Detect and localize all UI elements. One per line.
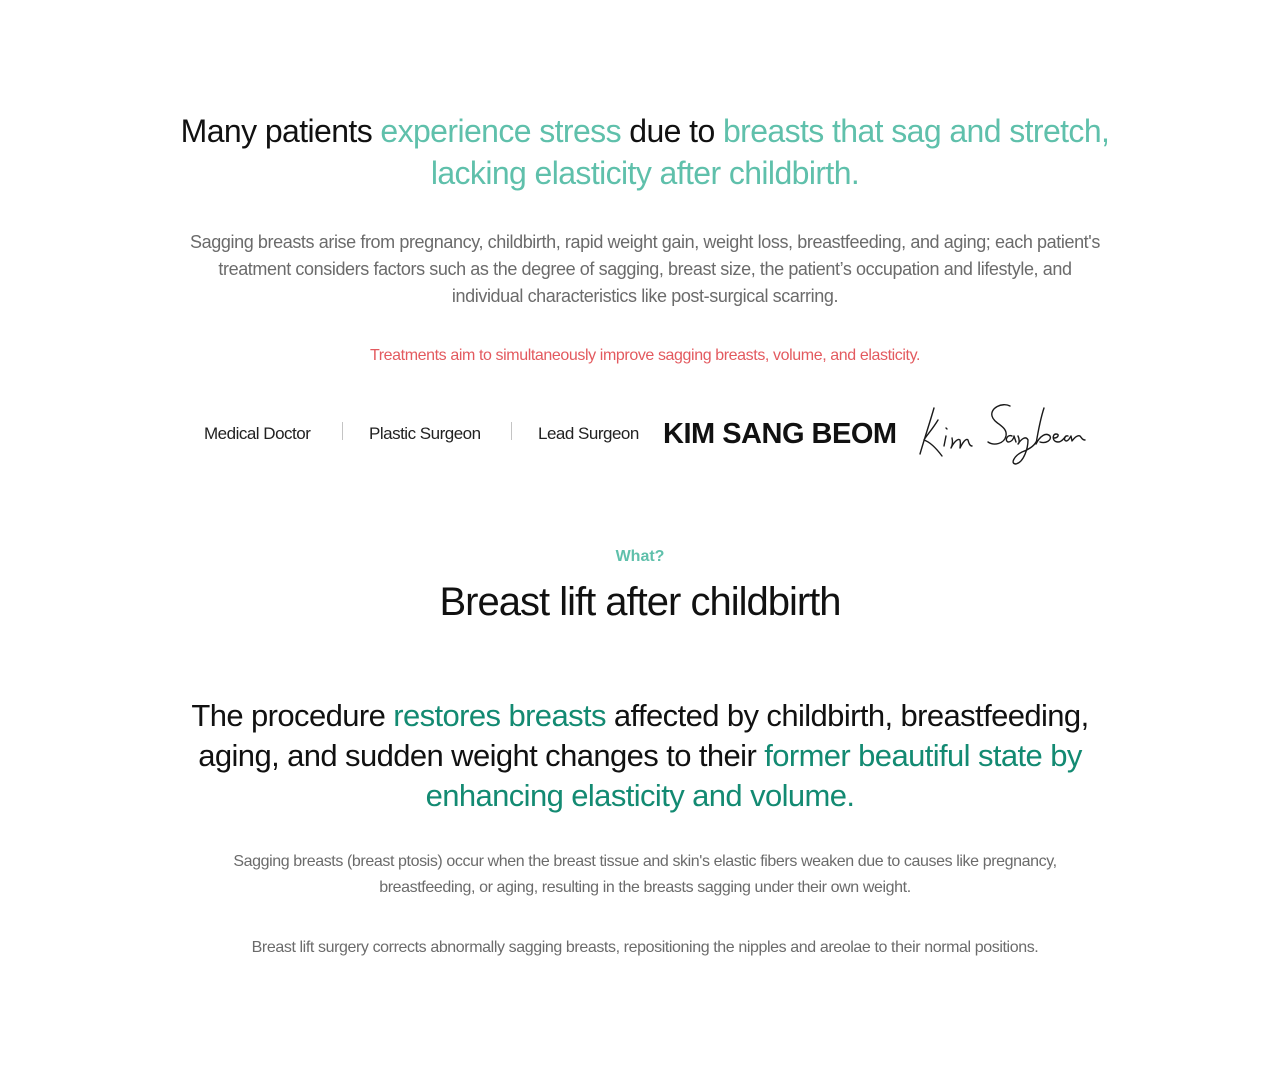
doctor-signature bbox=[916, 400, 1088, 468]
ptosis-description: Sagging breasts (breast ptosis) occur when the breast tissue and skin's elastic fibers weaken due to causes like pregnancy, breastfeeding, or aging, resulting in the breasts sagging under their own weight. bbox=[233, 853, 1057, 896]
surgery-description: Breast lift surgery corrects abnormally sagging breasts, repositioning the nipples and areolae to their normal positions. bbox=[251, 939, 1039, 956]
section-kicker: What? bbox=[615, 548, 665, 565]
intro-paragraph: Sagging breasts arise from pregnancy, childbirth, rapid weight gain, weight loss, breastfeeding, and aging; each patient's treatment considers factors such as the degree of sagging, breast size, the patient’s occupation and lifestyle, and individual characteristics like post-surgical scarring. bbox=[190, 232, 1100, 306]
credential-medical-doctor: Medical Doctor bbox=[204, 424, 311, 443]
statement-text-2: affected by childbirth, breastfeeding, aging, and sudden weight changes to their bbox=[198, 698, 1089, 773]
intro-headline bbox=[140, 110, 1150, 194]
doctor-credit bbox=[204, 400, 1094, 470]
credential-plastic-surgeon: Plastic Surgeon bbox=[369, 424, 481, 443]
credential-divider bbox=[342, 422, 343, 440]
credential-lead-surgeon: Lead Surgeon bbox=[538, 424, 639, 443]
statement-highlight-1: restores breasts bbox=[393, 698, 606, 733]
section-title: Breast lift after childbirth bbox=[439, 580, 841, 624]
statement-text-1: The procedure bbox=[191, 698, 394, 733]
headline-text-2: due to bbox=[620, 113, 723, 149]
credential-divider bbox=[511, 422, 512, 440]
headline-text-1: Many patients bbox=[180, 113, 381, 149]
headline-highlight-1: experience stress bbox=[380, 113, 621, 149]
treatment-note: Treatments aim to simultaneously improve sagging breasts, volume, and elasticity. bbox=[369, 347, 921, 364]
statement-highlight-2: former beautiful state by enhancing elasticity and volume. bbox=[425, 738, 1082, 813]
headline-highlight-2: breasts that sag and stretch, lacking elasticity after childbirth. bbox=[430, 113, 1110, 191]
doctor-name: KIM SANG BEOM bbox=[663, 418, 897, 450]
procedure-statement bbox=[190, 696, 1090, 816]
